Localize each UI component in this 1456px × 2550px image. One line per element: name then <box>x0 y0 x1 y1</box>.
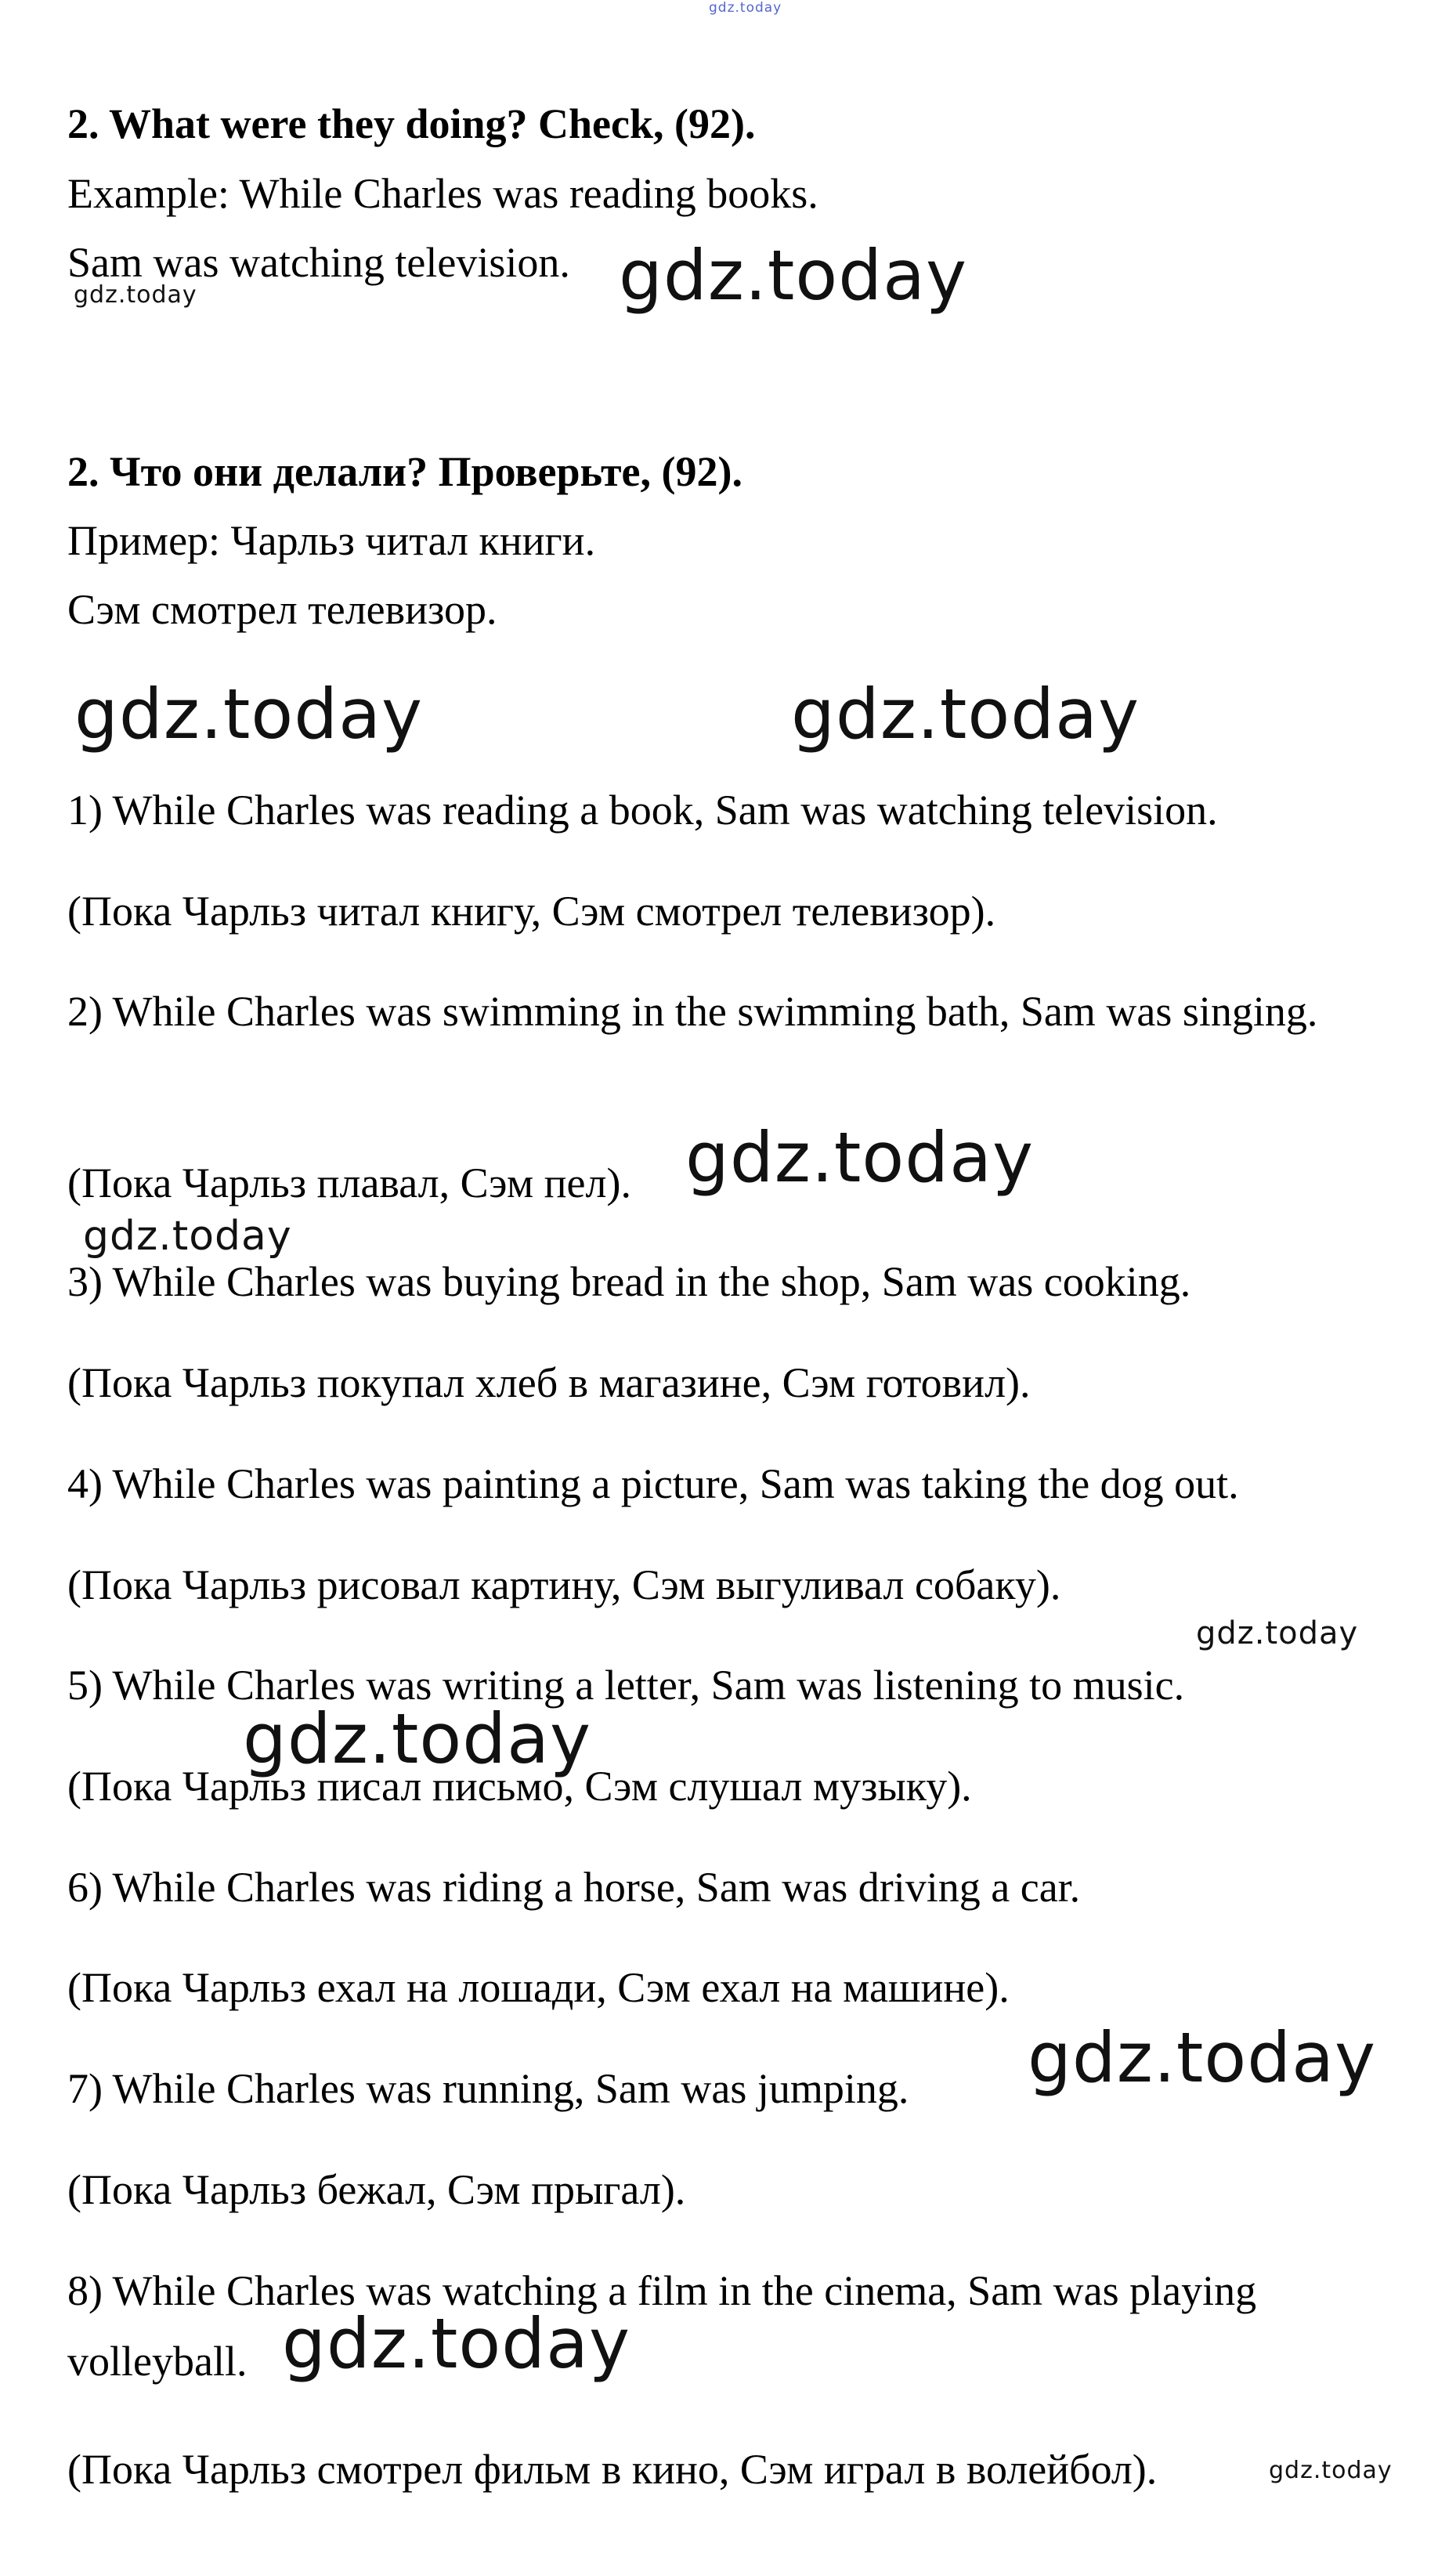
answer-3-english: 3) While Charles was buying bread in the shop, Sam was cooking. <box>67 1258 1191 1305</box>
answer-4-english: 4) While Charles was painting a picture, Sam was taking the dog out. <box>67 1460 1239 1507</box>
english-example-line-2: Sam was watching television. <box>67 239 570 286</box>
watermark: gdz.today <box>619 235 968 316</box>
english-example-line-1: Example: While Charles was reading books. <box>67 170 818 217</box>
answer-5-english: 5) While Charles was writing a letter, Sam was listening to music. <box>67 1662 1185 1709</box>
russian-example-line-1: Пример: Чарльз читал книги. <box>67 517 596 564</box>
answer-4-russian: (Пока Чарльз рисовал картину, Сэм выгуливал собаку). <box>67 1561 1061 1608</box>
answer-2-russian: (Пока Чарльз плавал, Сэм пел). <box>67 1159 631 1206</box>
russian-task-heading: 2. Что они делали? Проверьте, (92). <box>67 448 742 495</box>
watermark: gdz.today <box>243 1698 592 1779</box>
answer-6-english: 6) While Charles was riding a horse, Sam was driving a car. <box>67 1864 1081 1911</box>
watermark: gdz.today <box>83 1213 292 1260</box>
answer-1-english: 1) While Charles was reading a book, Sam was watching television. <box>67 787 1218 834</box>
watermark: gdz.today <box>282 2303 631 2384</box>
answer-3-russian: (Пока Чарльз покупал хлеб в магазине, Сэм готовил). <box>67 1359 1031 1406</box>
watermark: gdz.today <box>685 1117 1035 1198</box>
answer-8-russian: (Пока Чарльз смотрел фильм в кино, Сэм играл в волейбол). <box>67 2446 1158 2493</box>
watermark: gdz.today <box>791 674 1140 754</box>
english-task-heading: 2. What were they doing? Check, (92). <box>67 100 756 147</box>
watermark: gdz.today <box>1269 2457 1393 2484</box>
answer-7-english: 7) While Charles was running, Sam was jumping. <box>67 2065 909 2112</box>
watermark: gdz.today <box>74 281 197 309</box>
russian-example-line-2: Сэм смотрел телевизор. <box>67 586 497 633</box>
watermark: gdz.today <box>1028 2017 1377 2098</box>
answer-6-russian: (Пока Чарльз ехал на лошади, Сэм ехал на машине). <box>67 1964 1010 2011</box>
answer-7-russian: (Пока Чарльз бежал, Сэм прыгал). <box>67 2166 686 2213</box>
answer-8-english: 8) While Charles was watching a film in the cinema, Sam was playing volleyball. <box>67 2267 1257 2385</box>
watermark-top: gdz.today <box>709 0 782 16</box>
answer-5-russian: (Пока Чарльз писал письмо, Сэм слушал музыку). <box>67 1763 972 1810</box>
watermark: gdz.today <box>1196 1615 1359 1651</box>
answer-1-russian: (Пока Чарльз читал книгу, Сэм смотрел телевизор). <box>67 888 996 935</box>
watermark: gdz.today <box>74 674 424 754</box>
answer-2-english: 2) While Charles was swimming in the swimming bath, Sam was singing. <box>67 988 1318 1035</box>
